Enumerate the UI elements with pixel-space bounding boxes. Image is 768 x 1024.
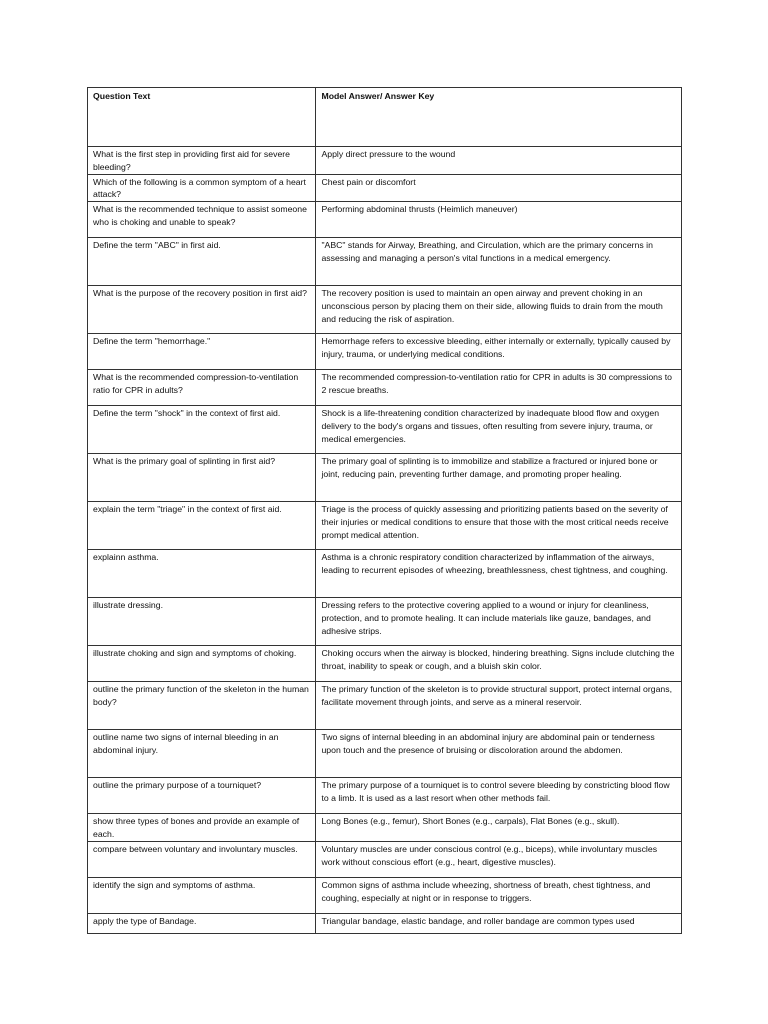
table-row <box>88 147 682 175</box>
table-row <box>88 682 682 730</box>
answer-cell: Voluntary muscles are under conscious control (e.g., biceps), while involuntary muscles work without conscious effort (e.g., heart, digestive muscles). <box>316 841 682 877</box>
answer-cell: Dressing refers to the protective covering applied to a wound or injury for cleanliness, protection, and to promote healing. It can include materials like gauze, bandages, and adhesive strips. <box>316 598 682 646</box>
question-cell: explain the term "triage" in the context of first aid. <box>88 502 316 550</box>
question-cell: Define the term "hemorrhage." <box>88 334 316 370</box>
table-row <box>88 202 682 238</box>
table-row <box>88 550 682 598</box>
answer-cell: Performing abdominal thrusts (Heimlich maneuver) <box>316 202 682 238</box>
question-cell: identify the sign and symptoms of asthma. <box>88 877 316 913</box>
question-cell: Which of the following is a common symptom of a heart attack? <box>88 174 316 202</box>
table-row <box>88 778 682 814</box>
table-row <box>88 877 682 913</box>
answer-cell: Triangular bandage, elastic bandage, and roller bandage are common types used <box>316 913 682 933</box>
question-cell: Define the term "ABC" in first aid. <box>88 238 316 286</box>
question-answer-table <box>87 87 682 934</box>
question-cell: What is the recommended technique to assist someone who is choking and unable to speak? <box>88 202 316 238</box>
question-cell: illustrate choking and sign and symptoms of choking. <box>88 646 316 682</box>
table-row <box>88 406 682 454</box>
table-row <box>88 502 682 550</box>
answer-cell: "ABC" stands for Airway, Breathing, and Circulation, which are the primary concerns in assessing and managing a person's vital functions in a medical emergency. <box>316 238 682 286</box>
question-cell: explainn asthma. <box>88 550 316 598</box>
answer-cell: The primary goal of splinting is to immobilize and stabilize a fractured or injured bone or joint, reducing pain, preventing further damage, and promoting proper healing. <box>316 454 682 502</box>
question-cell: outline name two signs of internal bleeding in an abdominal injury. <box>88 730 316 778</box>
header-row <box>88 88 682 147</box>
answer-cell: Choking occurs when the airway is blocked, hindering breathing. Signs include clutching the throat, inability to speak or cough, and a bluish skin color. <box>316 646 682 682</box>
answer-cell: Asthma is a chronic respiratory condition characterized by inflammation of the airways, leading to recurrent episodes of wheezing, breathlessness, chest tightness, and coughing. <box>316 550 682 598</box>
question-cell: What is the primary goal of splinting in first aid? <box>88 454 316 502</box>
answer-column-header: Model Answer/ Answer Key <box>316 88 682 147</box>
answer-cell: The primary purpose of a tourniquet is to control severe bleeding by constricting blood flow to a limb. It is used as a last resort when other methods fail. <box>316 778 682 814</box>
question-cell: illustrate dressing. <box>88 598 316 646</box>
question-cell: outline the primary purpose of a tourniquet? <box>88 778 316 814</box>
table-row <box>88 286 682 334</box>
table-body <box>88 147 682 934</box>
table-row <box>88 370 682 406</box>
question-cell: What is the purpose of the recovery position in first aid? <box>88 286 316 334</box>
question-cell: show three types of bones and provide an example of each. <box>88 814 316 842</box>
question-cell: outline the primary function of the skeleton in the human body? <box>88 682 316 730</box>
answer-cell: Hemorrhage refers to excessive bleeding, either internally or externally, typically caused by injury, trauma, or underlying medical conditions. <box>316 334 682 370</box>
answer-cell: Chest pain or discomfort <box>316 174 682 202</box>
answer-cell: The recommended compression-to-ventilation ratio for CPR in adults is 30 compressions to 2 rescue breaths. <box>316 370 682 406</box>
table-row <box>88 238 682 286</box>
question-cell: What is the recommended compression-to-ventilation ratio for CPR in adults? <box>88 370 316 406</box>
table-row <box>88 913 682 933</box>
table-row <box>88 646 682 682</box>
answer-cell: Triage is the process of quickly assessing and prioritizing patients based on the severity of their injuries or medical conditions to ensure that those with the most critical needs receive prompt medical attention. <box>316 502 682 550</box>
answer-cell: Common signs of asthma include wheezing, shortness of breath, chest tightness, and coughing, especially at night or in response to triggers. <box>316 877 682 913</box>
question-cell: Define the term "shock" in the context of first aid. <box>88 406 316 454</box>
answer-cell: The primary function of the skeleton is to provide structural support, protect internal organs, facilitate movement through joints, and serve as a mineral reservoir. <box>316 682 682 730</box>
answer-cell: Shock is a life-threatening condition characterized by inadequate blood flow and oxygen delivery to the body's organs and tissues, often resulting from severe injury, trauma, or medical emergencies. <box>316 406 682 454</box>
question-column-header: Question Text <box>88 88 316 147</box>
table-row <box>88 730 682 778</box>
question-cell: compare between voluntary and involuntary muscles. <box>88 841 316 877</box>
answer-cell: The recovery position is used to maintain an open airway and prevent choking in an unconscious person by placing them on their side, allowing fluids to drain from the mouth and reducing the risk of aspiration. <box>316 286 682 334</box>
table-row <box>88 841 682 877</box>
question-cell: apply the type of Bandage. <box>88 913 316 933</box>
question-cell: What is the first step in providing first aid for severe bleeding? <box>88 147 316 175</box>
table-row <box>88 454 682 502</box>
answer-cell: Two signs of internal bleeding in an abdominal injury are abdominal pain or tenderness upon touch and the presence of bruising or discoloration around the abdomen. <box>316 730 682 778</box>
table-row <box>88 598 682 646</box>
answer-cell: Apply direct pressure to the wound <box>316 147 682 175</box>
answer-cell: Long Bones (e.g., femur), Short Bones (e.g., carpals), Flat Bones (e.g., skull). <box>316 814 682 842</box>
table-row <box>88 814 682 842</box>
table-row <box>88 174 682 202</box>
table-row <box>88 334 682 370</box>
